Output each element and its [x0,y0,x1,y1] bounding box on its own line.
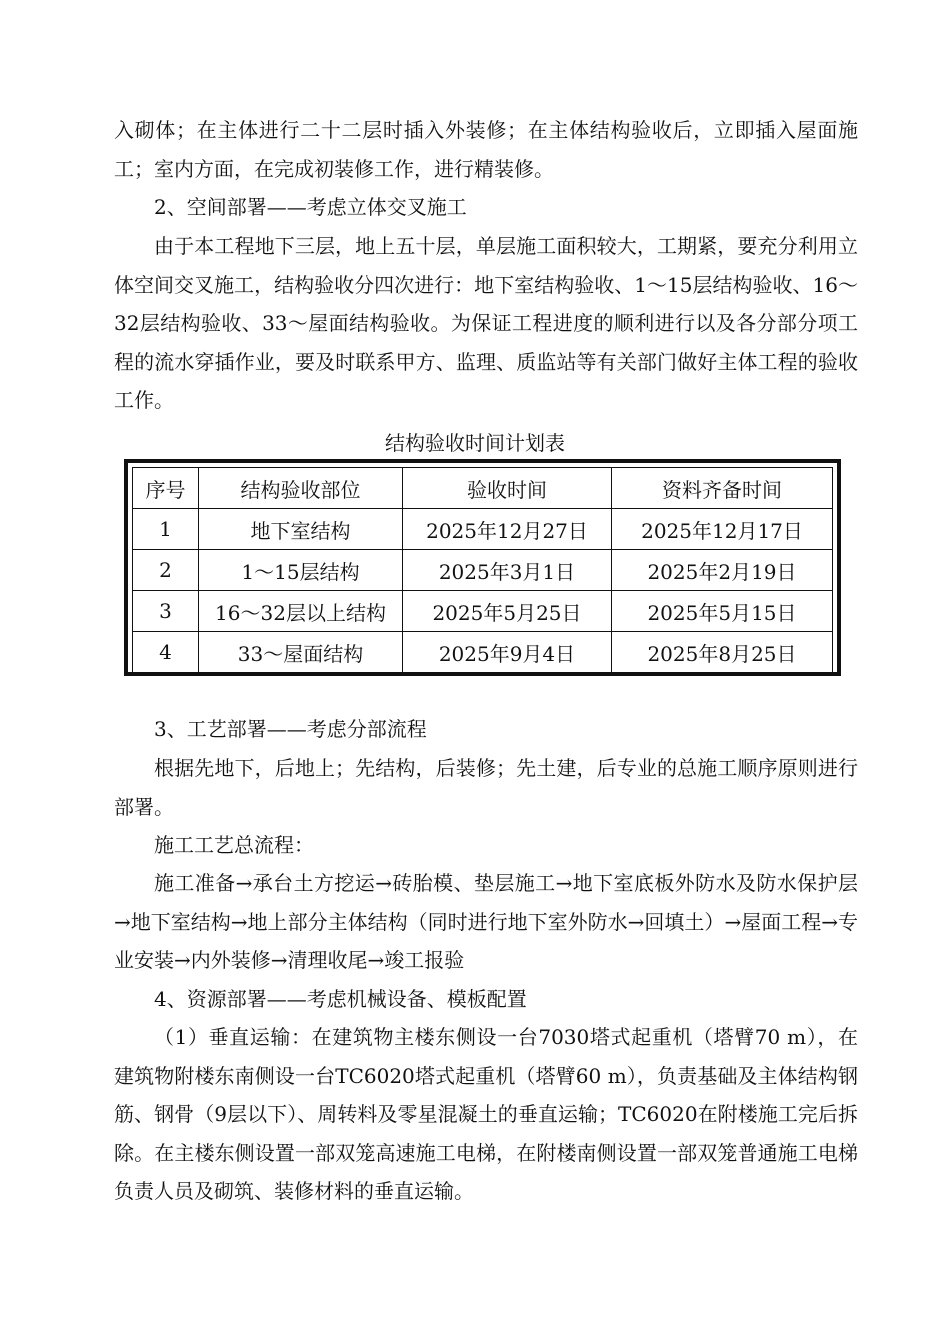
heading-process-deployment: 3、工艺部署——考虑分部流程 [154,717,427,741]
cell-acceptance-date: 2025年3月1日 [403,550,612,591]
paragraph-construction-sequence: 入砌体；在主体进行二十二层时插入外装修；在主体结构验收后，立即插入屋面施工；室内方面，在完成初装修工作，进行精装修。 [114,118,858,181]
cell-acceptance-date: 2025年9月4日 [403,632,612,673]
cell-structure-part: 33～屋面结构 [199,632,403,673]
table-row [133,550,833,591]
header-index: 序号 [133,468,199,509]
table-header-row [133,468,833,509]
paragraph-process-flow-title: 施工工艺总流程： [154,833,314,857]
heading-resource-deployment: 4、资源部署——考虑机械设备、模板配置 [154,987,527,1011]
cell-index: 3 [133,591,199,632]
header-acceptance-date: 验收时间 [403,468,612,509]
cell-structure-part: 16～32层以上结构 [199,591,403,632]
cell-structure-part: 地下室结构 [199,509,403,550]
acceptance-schedule-table-frame [124,459,841,676]
cell-index: 1 [133,509,199,550]
acceptance-schedule-table [132,467,833,673]
cell-index: 4 [133,632,199,673]
cell-acceptance-date: 2025年12月27日 [403,509,612,550]
header-structure-part: 结构验收部位 [199,468,403,509]
cell-acceptance-date: 2025年5月25日 [403,591,612,632]
table-caption: 结构验收时间计划表 [385,431,565,455]
table-row [133,632,833,673]
table-row [133,509,833,550]
paragraph-spatial-deployment: 由于本工程地下三层，地上五十层，单层施工面积较大，工期紧，要充分利用立体空间交叉施工，结构验收分四次进行：地下室结构验收、1～15层结构验收、16～32层结构验收、33～屋面结构验收。为保证工程进度的顺利进行以及各分部分项工程的流水穿插作业，要及时联系甲方、监理、质监站等有关部门做好主体工程的验收工作。 [114,234,858,412]
cell-document-ready-date: 2025年5月15日 [612,591,833,632]
heading-spatial-deployment: 2、空间部署——考虑立体交叉施工 [154,195,467,219]
cell-document-ready-date: 2025年8月25日 [612,632,833,673]
paragraph-process-deployment: 根据先地下，后地上；先结构，后装修；先土建，后专业的总施工顺序原则进行部署。 [114,756,858,819]
cell-index: 2 [133,550,199,591]
cell-document-ready-date: 2025年12月17日 [612,509,833,550]
paragraph-process-flow: 施工准备→承台土方挖运→砖胎模、垫层施工→地下室底板外防水及防水保护层→地下室结构→地上部分主体结构（同时进行地下室外防水→回填土）→屋面工程→专业安装→内外装修→清理收尾→竣工报验 [114,871,858,972]
header-document-ready-date: 资料齐备时间 [612,468,833,509]
paragraph-vertical-transport: （1）垂直运输：在建筑物主楼东侧设一台7030塔式起重机（塔臂70 m），在建筑物附楼东南侧设一台TC6020塔式起重机（塔臂60 m），负责基础及主体结构钢筋、钢骨（9层以下）、周转料及零星混凝土的垂直运输；TC6020在附楼施工完后拆除。在主楼东侧设置一部双笼高速施工电梯，在附楼南侧设置一部双笼普通施工电梯负责人员及砌筑、装修材料的垂直运输。 [114,1025,858,1203]
table-row [133,591,833,632]
cell-document-ready-date: 2025年2月19日 [612,550,833,591]
cell-structure-part: 1～15层结构 [199,550,403,591]
